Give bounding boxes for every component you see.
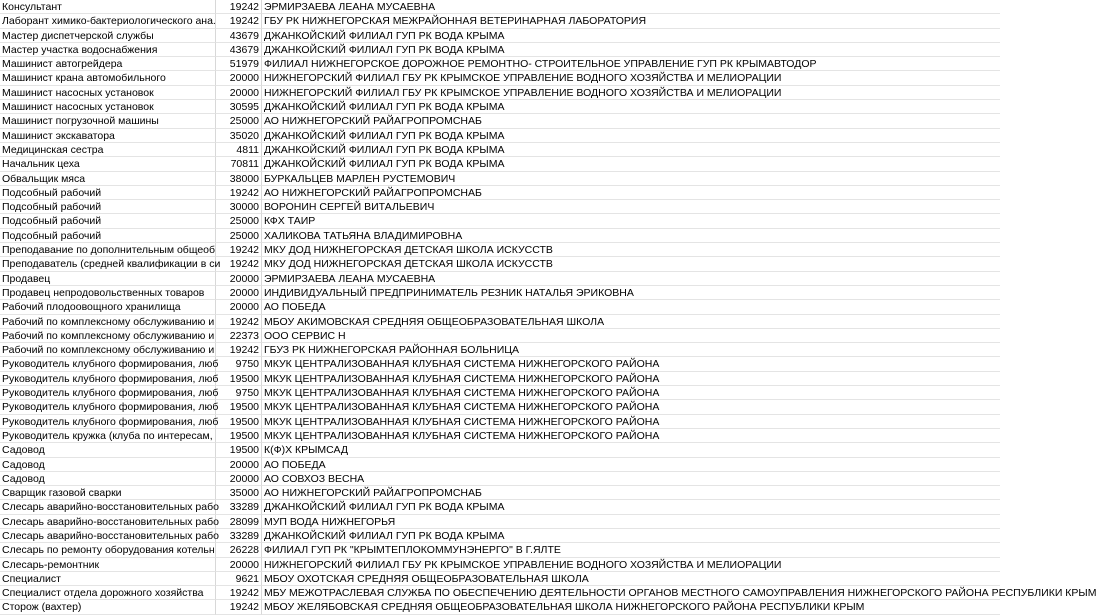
employer-cell[interactable]: МКУК ЦЕНТРАЛИЗОВАННАЯ КЛУБНАЯ СИСТЕМА НИЖНЕГОРСКОГО РАЙОНА (262, 357, 1000, 371)
salary-cell[interactable]: 26228 (216, 543, 262, 557)
table-row (0, 458, 1000, 472)
profession-cell[interactable]: Специалист (0, 572, 216, 586)
employer-cell[interactable]: ВОРОНИН СЕРГЕЙ ВИТАЛЬЕВИЧ (262, 200, 1000, 214)
employer-cell[interactable]: МКУК ЦЕНТРАЛИЗОВАННАЯ КЛУБНАЯ СИСТЕМА НИЖНЕГОРСКОГО РАЙОНА (262, 372, 1000, 386)
salary-cell[interactable]: 35020 (216, 129, 262, 143)
salary-cell[interactable]: 22373 (216, 329, 262, 343)
profession-cell[interactable]: Рабочий по комплексному обслуживанию и (2, 344, 215, 357)
table-row (0, 43, 1000, 57)
salary-cell[interactable]: 20000 (216, 286, 262, 300)
employer-cell[interactable]: МКУК ЦЕНТРАЛИЗОВАННАЯ КЛУБНАЯ СИСТЕМА НИЖНЕГОРСКОГО РАЙОНА (262, 400, 1000, 414)
employer-cell[interactable]: МКУК ЦЕНТРАЛИЗОВАННАЯ КЛУБНАЯ СИСТЕМА НИЖНЕГОРСКОГО РАЙОНА (262, 429, 1000, 443)
table-row (0, 486, 1000, 500)
salary-cell[interactable]: 19500 (216, 415, 262, 429)
employer-cell[interactable]: ДЖАНКОЙСКИЙ ФИЛИАЛ ГУП РК ВОДА КРЫМА (262, 500, 1000, 514)
salary-cell[interactable]: 9621 (216, 572, 262, 586)
table-row (0, 343, 1000, 357)
salary-cell[interactable]: 19500 (216, 429, 262, 443)
table-row (0, 572, 1000, 586)
profession-cell[interactable]: Начальник цеха (0, 157, 216, 171)
profession-cell[interactable]: Преподаватель (средней квалификации в си (2, 258, 221, 271)
table-row (0, 71, 1000, 85)
salary-cell[interactable]: 19500 (216, 372, 262, 386)
profession-cell[interactable]: Машинист насосных установок (0, 86, 216, 100)
salary-cell[interactable]: 9750 (216, 357, 262, 371)
employer-cell[interactable]: АО СОВХОЗ ВЕСНА (262, 472, 1000, 486)
salary-cell[interactable]: 28099 (216, 515, 262, 529)
table-row (0, 186, 1000, 200)
table-row (0, 200, 1000, 214)
employer-cell[interactable]: НИЖНЕГОРСКИЙ ФИЛИАЛ ГБУ РК КРЫМСКОЕ УПРАВЛЕНИЕ ВОДНОГО ХОЗЯЙСТВА И МЕЛИОРАЦИИ (262, 558, 1000, 572)
table-row (0, 315, 1000, 329)
profession-cell[interactable]: Садовод (0, 443, 216, 457)
employer-cell[interactable]: ДЖАНКОЙСКИЙ ФИЛИАЛ ГУП РК ВОДА КРЫМА (262, 43, 1000, 57)
table-row (0, 543, 1000, 557)
employer-cell[interactable]: МБОУ АКИМОВСКАЯ СРЕДНЯЯ ОБЩЕОБРАЗОВАТЕЛЬНАЯ ШКОЛА (262, 315, 1000, 329)
profession-cell[interactable]: Машинист насосных установок (0, 100, 216, 114)
profession-cell[interactable]: Рабочий по комплексному обслуживанию и (2, 329, 215, 342)
salary-cell[interactable]: 20000 (216, 458, 262, 472)
table-row (0, 443, 1000, 457)
table-row (0, 57, 1000, 71)
profession-cell[interactable]: Мастер диспетчерской службы (0, 29, 216, 43)
profession-cell[interactable]: Слесарь аварийно-восстановительных рабо (2, 515, 219, 528)
employer-cell[interactable]: КФХ ТАИР (262, 214, 1000, 228)
table-row (0, 586, 1096, 600)
employer-cell[interactable]: ЭРМИРЗАЕВА ЛЕАНА МУСАЕВНА (262, 0, 1000, 14)
table-row (0, 357, 1000, 371)
profession-cell[interactable]: Продавец непродовольственных товаров (0, 286, 216, 300)
table-row (0, 0, 1000, 14)
employer-cell[interactable]: МБОУ ЖЕЛЯБОВСКАЯ СРЕДНЯЯ ОБЩЕОБРАЗОВАТЕЛЬНАЯ ШКОЛА НИЖНЕГОРСКОГО РАЙОНА РЕСПУБЛИКИ КРЫМ (262, 600, 1000, 614)
salary-cell[interactable]: 20000 (216, 86, 262, 100)
employer-cell[interactable]: МКУК ЦЕНТРАЛИЗОВАННАЯ КЛУБНАЯ СИСТЕМА НИЖНЕГОРСКОГО РАЙОНА (262, 415, 1000, 429)
employer-cell[interactable]: МКУК ЦЕНТРАЛИЗОВАННАЯ КЛУБНАЯ СИСТЕМА НИЖНЕГОРСКОГО РАЙОНА (262, 386, 1000, 400)
profession-cell[interactable]: Сторож (вахтер) (0, 600, 216, 614)
employer-cell[interactable]: АО НИЖНЕГОРСКИЙ РАЙАГРОПРОМСНАБ (262, 186, 1000, 200)
profession-cell[interactable]: Мастер участка водоснабжения (0, 43, 216, 57)
employer-cell[interactable]: ФИЛИАЛ ГУП РК "КРЫМТЕПЛОКОММУНЭНЕРГО" В Г.ЯЛТЕ (262, 543, 1000, 557)
profession-cell[interactable]: Специалист отдела дорожного хозяйства (0, 586, 216, 600)
salary-cell[interactable]: 19242 (216, 186, 262, 200)
profession-cell[interactable]: Слесарь аварийно-восстановительных рабо (2, 501, 219, 514)
salary-cell[interactable]: 19242 (216, 315, 262, 329)
profession-cell[interactable]: Слесарь по ремонту оборудования котельн (2, 544, 215, 557)
profession-cell[interactable]: Руководитель клубного формирования, люб (2, 372, 219, 385)
table-row (0, 214, 1000, 228)
salary-cell[interactable]: 19500 (216, 443, 262, 457)
employer-cell[interactable]: НИЖНЕГОРСКИЙ ФИЛИАЛ ГБУ РК КРЫМСКОЕ УПРАВЛЕНИЕ ВОДНОГО ХОЗЯЙСТВА И МЕЛИОРАЦИИ (262, 86, 1000, 100)
table-row (0, 157, 1000, 171)
employer-cell[interactable]: ХАЛИКОВА ТАТЬЯНА ВЛАДИМИРОВНА (262, 229, 1000, 243)
table-row (0, 558, 1000, 572)
profession-cell[interactable]: Садовод (0, 458, 216, 472)
employer-cell[interactable]: БУРКАЛЬЦЕВ МАРЛЕН РУСТЕМОВИЧ (262, 172, 1000, 186)
employer-cell[interactable]: ДЖАНКОЙСКИЙ ФИЛИАЛ ГУП РК ВОДА КРЫМА (262, 29, 1000, 43)
table-row (0, 472, 1000, 486)
employer-cell[interactable]: МБУ МЕЖОТРАСЛЕВАЯ СЛУЖБА ПО ОБЕСПЕЧЕНИЮ ДЕЯТЕЛЬНОСТИ ОРГАНОВ МЕСТНОГО САМОУПРАВЛЕНИЯ НИЖНЕГОРСКОГО РАЙОНА РЕСПУБЛИКИ КРЫМ (264, 587, 1096, 600)
salary-cell[interactable]: 19242 (216, 343, 262, 357)
employer-cell[interactable]: ИНДИВИДУАЛЬНЫЙ ПРЕДПРИНИМАТЕЛЬ РЕЗНИК НАТАЛЬЯ ЭРИКОВНА (262, 286, 1000, 300)
profession-cell[interactable]: Машинист автогрейдера (0, 57, 216, 71)
table-row (0, 500, 1000, 514)
profession-cell[interactable]: Продавец (0, 272, 216, 286)
salary-cell[interactable]: 30000 (216, 200, 262, 214)
employer-cell[interactable]: ДЖАНКОЙСКИЙ ФИЛИАЛ ГУП РК ВОДА КРЫМА (262, 143, 1000, 157)
profession-cell[interactable]: Машинист экскаватора (0, 129, 216, 143)
table-row (0, 229, 1000, 243)
profession-cell[interactable]: Рабочий по комплексному обслуживанию и (2, 315, 215, 328)
table-row (0, 529, 1000, 543)
employer-cell[interactable]: АО ПОБЕДА (262, 300, 1000, 314)
salary-cell[interactable]: 19242 (216, 586, 262, 600)
salary-cell[interactable]: 20000 (216, 71, 262, 85)
table-row (0, 29, 1000, 43)
employer-cell[interactable]: МКУ ДОД НИЖНЕГОРСКАЯ ДЕТСКАЯ ШКОЛА ИСКУССТВ (262, 243, 1000, 257)
employer-cell[interactable]: ФИЛИАЛ НИЖНЕГОРСКОЕ ДОРОЖНОЕ РЕМОНТНО- СТРОИТЕЛЬНОЕ УПРАВЛЕНИЕ ГУП РК КРЫМАВТОДОР (262, 57, 1000, 71)
employer-cell[interactable]: НИЖНЕГОРСКИЙ ФИЛИАЛ ГБУ РК КРЫМСКОЕ УПРАВЛЕНИЕ ВОДНОГО ХОЗЯЙСТВА И МЕЛИОРАЦИИ (262, 71, 1000, 85)
profession-cell[interactable]: Подсобный рабочий (0, 186, 216, 200)
table-row (0, 429, 1000, 443)
salary-cell[interactable]: 19242 (216, 257, 262, 271)
salary-cell[interactable]: 20000 (216, 300, 262, 314)
table-row (0, 257, 1000, 271)
salary-cell[interactable]: 4811 (216, 143, 262, 157)
table-row (0, 515, 1000, 529)
profession-cell[interactable]: Сварщик газовой сварки (0, 486, 216, 500)
table-row (0, 372, 1000, 386)
salary-cell[interactable]: 38000 (216, 172, 262, 186)
table-row (0, 386, 1000, 400)
profession-cell[interactable]: Преподавание по дополнительным общеоб (2, 244, 216, 257)
profession-cell[interactable]: Машинист погрузочной машины (0, 114, 216, 128)
profession-cell[interactable]: Руководитель клубного формирования, люб (2, 401, 219, 414)
profession-cell[interactable]: Консультант (0, 0, 216, 14)
salary-cell[interactable]: 25000 (216, 114, 262, 128)
table-row (0, 329, 1000, 343)
table-row (0, 286, 1000, 300)
salary-cell[interactable]: 19500 (216, 400, 262, 414)
table-row (0, 14, 1000, 28)
salary-cell[interactable]: 19242 (216, 600, 262, 614)
profession-cell[interactable]: Подсобный рабочий (0, 200, 216, 214)
employer-cell[interactable]: ДЖАНКОЙСКИЙ ФИЛИАЛ ГУП РК ВОДА КРЫМА (262, 100, 1000, 114)
salary-cell[interactable]: 20000 (216, 272, 262, 286)
table-row (0, 143, 1000, 157)
table-row (0, 129, 1000, 143)
employer-cell[interactable]: ГБУ РК НИЖНЕГОРСКАЯ МЕЖРАЙОННАЯ ВЕТЕРИНАРНАЯ ЛАБОРАТОРИЯ (262, 14, 1000, 28)
table-row (0, 114, 1000, 128)
employer-cell[interactable]: МУП ВОДА НИЖНЕГОРЬЯ (262, 515, 1000, 529)
employer-cell[interactable]: АО ПОБЕДА (262, 458, 1000, 472)
table-row (0, 172, 1000, 186)
salary-cell[interactable]: 19242 (216, 243, 262, 257)
profession-cell[interactable]: Медицинская сестра (0, 143, 216, 157)
profession-cell[interactable]: Слесарь-ремонтник (0, 558, 216, 572)
profession-cell[interactable]: Садовод (0, 472, 216, 486)
employer-cell[interactable]: ДЖАНКОЙСКИЙ ФИЛИАЛ ГУП РК ВОДА КРЫМА (262, 129, 1000, 143)
employer-cell[interactable]: АО НИЖНЕГОРСКИЙ РАЙАГРОПРОМСНАБ (262, 114, 1000, 128)
table-row (0, 600, 1000, 614)
salary-cell[interactable]: 43679 (216, 29, 262, 43)
salary-cell[interactable]: 20000 (216, 558, 262, 572)
employer-cell[interactable]: ООО СЕРВИС Н (262, 329, 1000, 343)
salary-cell[interactable]: 20000 (216, 472, 262, 486)
profession-cell[interactable]: Рабочий плодоовощного хранилища (0, 300, 216, 314)
table-row (0, 100, 1000, 114)
profession-cell[interactable]: Подсобный рабочий (0, 229, 216, 243)
profession-cell[interactable]: Руководитель клубного формирования, люб (2, 387, 219, 400)
salary-cell[interactable]: 30595 (216, 100, 262, 114)
employer-cell[interactable]: ДЖАНКОЙСКИЙ ФИЛИАЛ ГУП РК ВОДА КРЫМА (262, 157, 1000, 171)
profession-cell[interactable]: Руководитель клубного формирования, люб (2, 415, 219, 428)
profession-cell[interactable]: Слесарь аварийно-восстановительных рабо (2, 529, 219, 542)
profession-cell[interactable]: Обвальщик мяса (0, 172, 216, 186)
table-row (0, 243, 1000, 257)
profession-cell[interactable]: Машинист крана автомобильного (0, 71, 216, 85)
salary-cell[interactable]: 19242 (216, 14, 262, 28)
employer-cell[interactable]: МКУ ДОД НИЖНЕГОРСКАЯ ДЕТСКАЯ ШКОЛА ИСКУССТВ (262, 257, 1000, 271)
salary-cell[interactable]: 70811 (216, 157, 262, 171)
salary-cell[interactable]: 33289 (216, 500, 262, 514)
salary-cell[interactable]: 33289 (216, 529, 262, 543)
table-row (0, 300, 1000, 314)
table-row (0, 272, 1000, 286)
employer-cell[interactable]: АО НИЖНЕГОРСКИЙ РАЙАГРОПРОМСНАБ (262, 486, 1000, 500)
profession-cell[interactable]: Подсобный рабочий (0, 214, 216, 228)
employer-cell[interactable]: ДЖАНКОЙСКИЙ ФИЛИАЛ ГУП РК ВОДА КРЫМА (262, 529, 1000, 543)
profession-cell[interactable]: Лаборант химико-бактериологического ана. (2, 15, 216, 28)
table-row (0, 415, 1000, 429)
employer-cell[interactable]: ГБУЗ РК НИЖНЕГОРСКАЯ РАЙОННАЯ БОЛЬНИЦА (262, 343, 1000, 357)
profession-cell[interactable]: Руководитель кружка (клуба по интересам, (0, 429, 216, 443)
salary-cell[interactable]: 9750 (216, 386, 262, 400)
salary-cell[interactable]: 43679 (216, 43, 262, 57)
employer-cell[interactable]: ЭРМИРЗАЕВА ЛЕАНА МУСАЕВНА (262, 272, 1000, 286)
salary-cell[interactable]: 51979 (216, 57, 262, 71)
salary-cell[interactable]: 35000 (216, 486, 262, 500)
table-row (0, 86, 1000, 100)
salary-cell[interactable]: 25000 (216, 229, 262, 243)
profession-cell[interactable]: Руководитель клубного формирования, люб (2, 358, 219, 371)
salary-cell[interactable]: 25000 (216, 214, 262, 228)
table-row (0, 400, 1000, 414)
employer-cell[interactable]: К(Ф)Х КРЫМСАД (262, 443, 1000, 457)
salary-cell[interactable]: 19242 (216, 0, 262, 14)
employer-cell[interactable]: МБОУ ОХОТСКАЯ СРЕДНЯЯ ОБЩЕОБРАЗОВАТЕЛЬНАЯ ШКОЛА (262, 572, 1000, 586)
